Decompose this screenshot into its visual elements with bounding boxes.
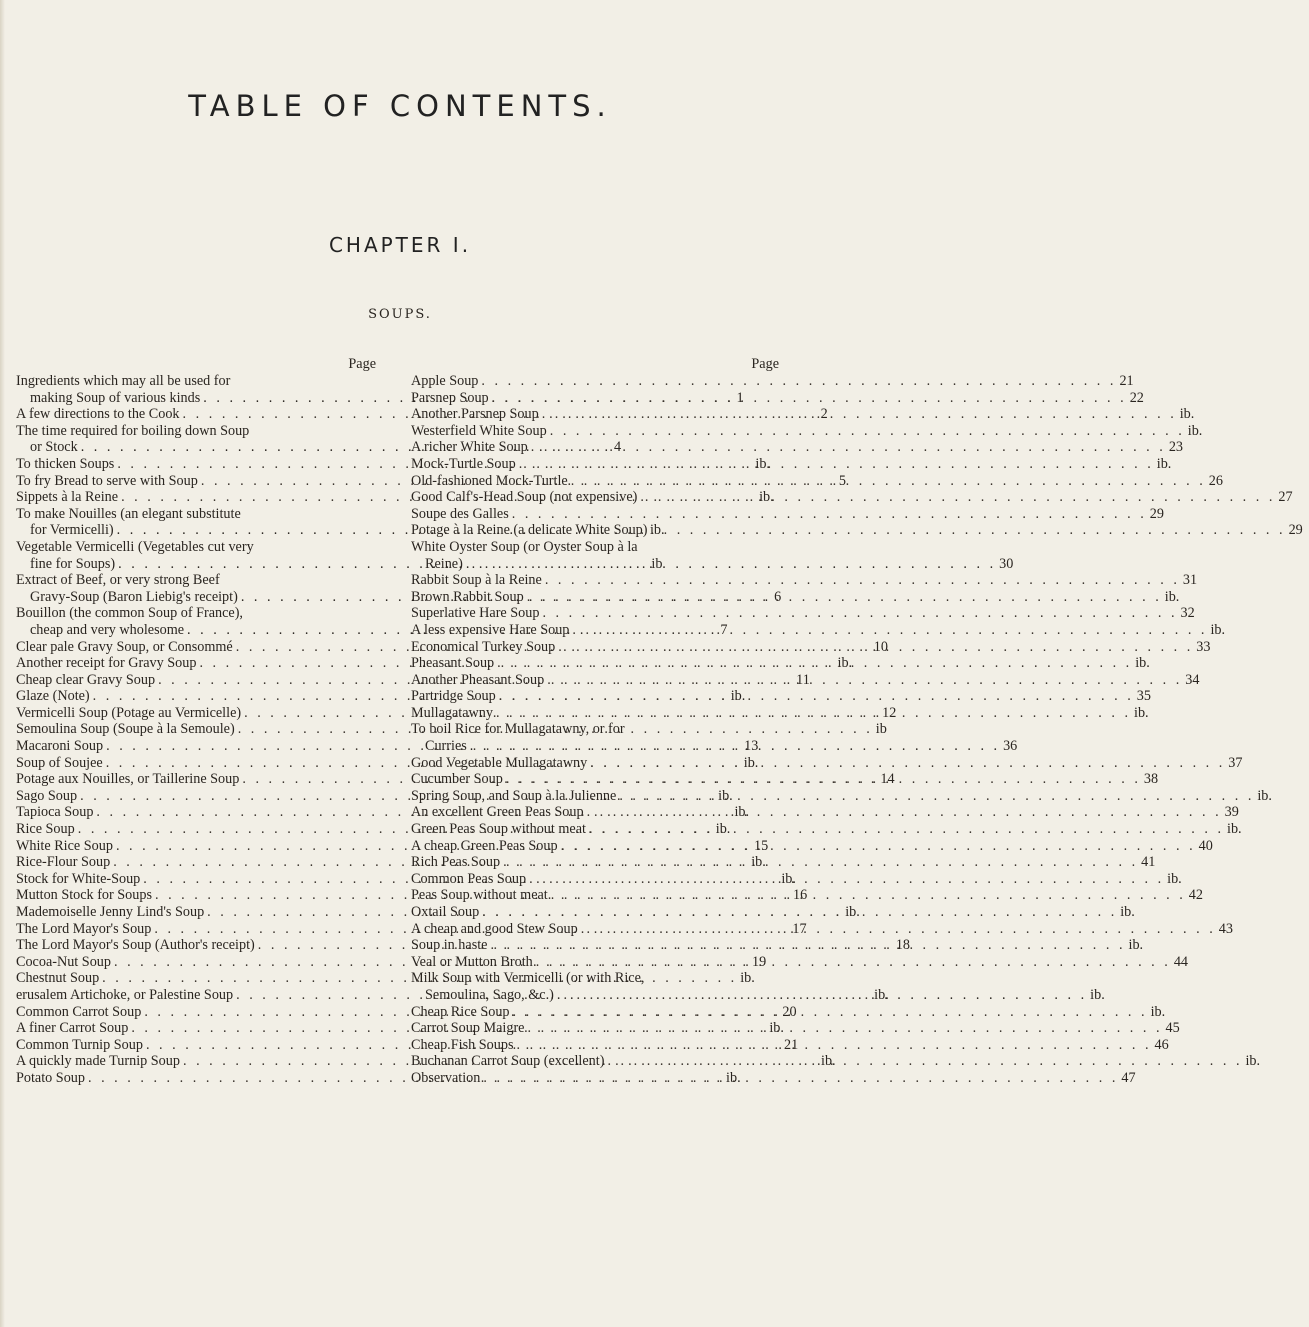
entry-title: To make Nouilles (an elegant substitute: [16, 505, 241, 522]
toc-entry[interactable]: [411, 621, 1226, 639]
entry-page: ib.: [1227, 821, 1242, 838]
entry-title: Cocoa-Nut Soup: [16, 953, 111, 970]
entry-title-continued: Semoulina, Sago, &c.): [425, 986, 554, 1003]
entry-page: ib.: [769, 1020, 784, 1037]
entry-title: Parsnep Soup: [411, 389, 489, 406]
entry-title: The time required for boiling down Soup: [16, 422, 250, 439]
toc-entry[interactable]: [411, 1020, 1180, 1037]
entry-page: ib.: [1135, 655, 1150, 672]
entry-page: ib.: [845, 904, 860, 920]
entry-page: 15: [753, 837, 769, 854]
entry-title: Veal or Mutton Broth: [411, 953, 533, 970]
toc-entry[interactable]: [411, 588, 1180, 606]
entry-page: ib.: [726, 1069, 741, 1086]
entry-title: Mullagatawny: [411, 704, 493, 721]
dot-leader: [539, 605, 1177, 622]
entry-page: ib: [651, 555, 663, 572]
toc-entry[interactable]: [411, 538, 1014, 572]
entry-title: A cheap Green Peas Soup: [411, 837, 558, 854]
toc-entry[interactable]: [411, 522, 1303, 539]
entry-page: 10: [873, 638, 888, 655]
dot-leader: [509, 506, 1147, 523]
entry-title: Good Vegetable Mullagatawny: [411, 754, 588, 771]
dot-leader: [586, 821, 1224, 838]
entry-page: 6: [774, 588, 782, 605]
dot-leader: [554, 987, 1087, 1004]
entry-page: 26: [1208, 472, 1223, 489]
entry-page: 39: [1224, 804, 1239, 821]
dot-leader: [558, 838, 1196, 855]
dot-leader: [513, 1037, 1151, 1054]
entry-page: 27: [1278, 489, 1293, 506]
entry-title: Semoulina Soup (Soupe à la Semoule): [16, 721, 235, 738]
entry-title: An excellent Green Peas Soup: [411, 804, 584, 821]
entry-page: 36: [1003, 738, 1018, 755]
entry-title: Cheap Fish Soups: [411, 1036, 514, 1053]
dot-leader: [584, 804, 1222, 821]
dot-leader: [500, 854, 1138, 871]
entry-page: ib.: [718, 787, 733, 804]
entry-title: Potage aux Nouilles, or Taillerine Soup: [16, 771, 240, 788]
entry-page: 40: [1198, 837, 1213, 854]
entry-page: ib.: [755, 455, 770, 472]
entry-title: Old-fashioned Mock-Turtle: [411, 472, 568, 489]
entry-page: ib.: [759, 489, 774, 506]
entry-title: Buchanan Carrot Soup (excellent): [411, 1053, 605, 1070]
dot-leader: [524, 589, 1162, 606]
entry-title: Mademoiselle Jenny Lind's Soup: [16, 904, 205, 920]
entry-page: 7: [720, 621, 728, 638]
toc-entry[interactable]: [411, 904, 1135, 921]
entry-page: 33: [1196, 638, 1211, 655]
entry-title: Partridge Soup: [411, 688, 496, 705]
entry-title: Sago Soup: [16, 787, 78, 804]
toc-entry[interactable]: [411, 605, 1195, 622]
entry-title: Mock-Turtle Soup: [411, 455, 516, 472]
entry-title: Mutton Stock for Soups: [16, 887, 152, 904]
dot-leader: [637, 489, 1275, 506]
entry-title: Cheap Rice Soup: [411, 1003, 510, 1020]
entry-title: A finer Carrot Soup: [16, 1020, 129, 1037]
entry-page: 19: [752, 953, 767, 970]
entry-page: ib.: [1090, 986, 1105, 1003]
dot-leader: [604, 1053, 1242, 1070]
entry-page: ib.: [821, 1053, 836, 1070]
entry-page: 32: [1180, 605, 1195, 622]
dot-leader: [578, 921, 1216, 938]
toc-entry[interactable]: [411, 804, 1239, 821]
entry-title-continued: for Vermicelli): [30, 522, 114, 539]
entry-title: Common Peas Soup: [411, 870, 527, 887]
entry-page: ib.: [1187, 422, 1203, 439]
entry-page: 44: [1173, 953, 1188, 970]
entry-title: Spring Soup, and Soup à la Julienne: [411, 787, 617, 804]
dot-leader: [479, 904, 1117, 921]
page-title: TABLE OF CONTENTS.: [188, 89, 612, 124]
entry-title: Pheasant Soup: [411, 655, 495, 672]
entry-page: 35: [1136, 688, 1151, 705]
entry-page: ib.: [874, 986, 889, 1003]
entry-page: ib.: [1179, 406, 1195, 423]
toc-entry[interactable]: [411, 854, 1156, 871]
toc-entry[interactable]: [411, 837, 1213, 855]
entry-page: 11: [796, 671, 810, 688]
entry-title: Vermicelli Soup (Potage au Vermicelle): [16, 704, 242, 721]
page-column-label: Page: [348, 356, 376, 372]
entry-title: Observation: [411, 1069, 481, 1086]
entry-page: ib.: [1120, 904, 1135, 920]
dot-leader: [494, 655, 1132, 672]
entry-title-continued: making Soup of various kinds: [30, 389, 201, 406]
dot-leader: [493, 705, 1131, 722]
toc-entry[interactable]: [411, 472, 1223, 490]
entry-title: Common Turnip Soup: [16, 1036, 143, 1053]
entry-page: 30: [999, 555, 1014, 572]
dot-leader: [648, 522, 1286, 539]
dot-leader: [547, 423, 1185, 440]
toc-entry[interactable]: [411, 406, 1195, 423]
entry-page: 47: [1121, 1069, 1136, 1086]
entry-title: A cheap and good Stew Soup: [411, 920, 578, 937]
toc-entry[interactable]: [411, 754, 1243, 772]
entry-title: Rich Peas Soup: [411, 854, 501, 871]
entry-title: Cucumber Soup: [411, 771, 503, 788]
entry-title: A less expensive Hare Soup: [411, 621, 570, 638]
dot-leader: [467, 738, 1000, 755]
toc-entry[interactable]: [411, 455, 1172, 473]
entry-title-continued: Curries: [425, 738, 467, 755]
entry-title: Ingredients which may all be used for: [16, 373, 231, 389]
toc-entry[interactable]: [411, 439, 1183, 456]
entry-page: 17: [792, 920, 807, 937]
dot-leader: [526, 871, 1164, 888]
entry-page: ib.: [781, 870, 796, 887]
dot-leader: [542, 572, 1180, 589]
entry-title: Superlative Hare Soup: [411, 605, 540, 622]
page-column-label: Page: [751, 356, 779, 372]
entry-title: Apple Soup: [411, 373, 479, 389]
toc-entry[interactable]: [411, 821, 1242, 838]
entry-page: ib.: [740, 970, 755, 987]
entry-title: White Oyster Soup (or Oyster Soup à la: [411, 538, 638, 555]
entry-title: Westerfield White Soup: [411, 422, 547, 439]
entry-title: Chestnut Soup: [16, 970, 100, 987]
entry-page: 14: [880, 771, 895, 788]
entry-page: 16: [793, 887, 808, 904]
entry-title: Soup in haste: [411, 937, 488, 954]
dot-leader: [544, 672, 1182, 689]
entry-title: Clear pale Gravy Soup, or Consommé: [16, 638, 233, 655]
dot-leader: [487, 937, 1125, 954]
entry-page: ib.: [1167, 870, 1182, 887]
entry-page: 45: [1165, 1020, 1180, 1037]
entry-page: 1: [736, 389, 744, 406]
dot-leader: [555, 639, 1193, 656]
entry-title: To boil Rice for Mullagatawny, or for: [411, 721, 625, 738]
entry-title: Oxtail Soup: [411, 904, 480, 920]
entry-title: Soupe des Galles: [411, 505, 509, 522]
entry-page: 29: [1149, 505, 1164, 522]
entry-title: Brown Rabbit Soup: [411, 588, 524, 605]
dot-leader: [539, 406, 1177, 423]
dot-leader: [524, 1020, 1162, 1037]
dot-leader: [510, 1004, 1148, 1021]
dot-leader: [548, 887, 1186, 904]
entry-page: 41: [1141, 854, 1156, 871]
entry-title: Soup of Soujee: [16, 754, 103, 771]
entry-title: Sippets à la Reine: [16, 489, 119, 506]
dot-leader: [616, 788, 1254, 805]
entry-page: 13: [744, 738, 759, 755]
toc-entry[interactable]: [411, 970, 1105, 1003]
dot-leader: [569, 622, 1207, 639]
entry-page: ib.: [743, 754, 759, 771]
entry-title: A few directions to the Cook: [16, 406, 180, 423]
entry-page: ib.: [1150, 1003, 1166, 1020]
entry-title: Vegetable Vermicelli (Vegetables cut very: [16, 538, 254, 555]
entry-page: ib.: [1134, 704, 1149, 721]
entry-page: ib.: [715, 821, 731, 838]
entry-title: Another Parsnep Soup: [411, 406, 539, 423]
dot-leader: [516, 456, 1154, 473]
entry-title: Good Calf's-Head Soup (not expensive): [411, 489, 638, 506]
entry-page: 5: [838, 472, 846, 489]
entry-page: ib.: [1128, 937, 1144, 954]
toc-entry[interactable]: [411, 389, 1144, 407]
toc-entry[interactable]: [411, 655, 1150, 672]
entry-page: 23: [1168, 439, 1183, 456]
entry-title: Economical Turkey Soup: [411, 638, 556, 655]
dot-leader: [478, 373, 1116, 390]
entry-title: A richer White Soup: [411, 439, 528, 456]
entry-page: ib.: [734, 804, 750, 821]
entry-title: Peas Soup without meat: [411, 887, 548, 904]
entry-page: 34: [1185, 671, 1200, 688]
entry-page: ib: [875, 721, 887, 738]
dot-leader: [503, 771, 1141, 788]
entry-page: ib.: [1257, 787, 1272, 804]
entry-page: 43: [1218, 920, 1233, 937]
entry-page: ib.: [837, 655, 853, 672]
entry-title: Rabbit Soup à la Reine: [411, 572, 542, 589]
dot-leader: [463, 556, 996, 573]
entry-title: Potage à la Reine (a delicate White Soup): [411, 522, 648, 539]
toc-entry[interactable]: [411, 1053, 1261, 1070]
toc-entry[interactable]: [411, 489, 1293, 506]
entry-page: 4: [613, 439, 622, 456]
entry-page: ib.: [1156, 455, 1172, 472]
entry-page: 18: [895, 937, 910, 954]
entry-title: To thicken Soups: [16, 455, 115, 472]
entry-page: ib.: [1210, 621, 1226, 638]
entry-page: 21: [784, 1036, 799, 1053]
entry-page: 21: [1119, 373, 1134, 389]
dot-leader: [533, 954, 1171, 971]
entry-page: ib.: [1245, 1053, 1261, 1070]
toc-entry[interactable]: [411, 422, 1203, 440]
entry-title-continued: Gravy-Soup (Baron Liebig's receipt): [30, 588, 238, 605]
entry-title-continued: Reine): [425, 555, 463, 572]
entry-title: Carrot Soup Maigre: [411, 1020, 525, 1037]
entry-page: 22: [1129, 389, 1144, 406]
entry-page: 46: [1154, 1036, 1169, 1053]
toc-entry[interactable]: [411, 1069, 1136, 1087]
section-heading: SOUPS.: [368, 307, 432, 322]
toc-entry[interactable]: [411, 688, 1151, 705]
toc-entry[interactable]: [411, 787, 1272, 805]
entry-title-continued: fine for Soups): [30, 555, 116, 572]
entry-title: White Rice Soup: [16, 837, 113, 854]
entry-page: ib.: [751, 854, 766, 871]
entry-title: Stock for White-Soup: [16, 870, 141, 887]
dot-leader: [489, 390, 1127, 407]
dot-leader: [528, 439, 1166, 456]
toc-entry[interactable]: [411, 505, 1164, 523]
entry-title: Potato Soup: [16, 1069, 85, 1086]
toc-entry[interactable]: [411, 572, 1198, 589]
toc-entry[interactable]: [411, 870, 1182, 888]
dot-leader: [480, 1070, 1118, 1087]
entry-title: Green Peas Soup without meat: [411, 821, 586, 838]
entry-title: Rice Soup: [16, 821, 75, 838]
page-edge: [0, 0, 5, 1327]
entry-page: ib.: [1164, 588, 1180, 605]
entry-title: Macaroni Soup: [16, 738, 104, 755]
entry-title: Tapioca Soup: [16, 804, 94, 821]
entry-page: 37: [1228, 754, 1243, 771]
entry-title: Another receipt for Gravy Soup: [16, 655, 197, 672]
entry-title: The Lord Mayor's Soup (Author's receipt): [16, 937, 255, 954]
entry-title: Extract of Beef, or very strong Beef: [16, 572, 220, 589]
dot-leader: [587, 755, 1225, 772]
entry-page: 31: [1182, 572, 1198, 589]
entry-title: Common Carrot Soup: [16, 1003, 142, 1020]
toc-entry[interactable]: [411, 373, 1134, 390]
entry-title: A quickly made Turnip Soup: [16, 1053, 180, 1070]
entry-page: ib.: [649, 522, 665, 539]
entry-page: 2: [820, 406, 828, 423]
entry-page: 20: [782, 1003, 797, 1020]
entry-page: ib.: [730, 688, 746, 705]
toc-entry[interactable]: [411, 953, 1188, 971]
entry-page: 29: [1288, 522, 1303, 539]
dot-leader: [496, 688, 1134, 705]
entry-title: Cheap clear Gravy Soup: [16, 671, 156, 688]
entry-page: 12: [882, 704, 897, 721]
entry-title: erusalem Artichoke, or Palestine Soup: [16, 986, 234, 1003]
entry-page: 42: [1188, 887, 1203, 904]
entry-title: To fry Bread to serve with Soup: [16, 472, 198, 489]
entry-title-continued: cheap and very wholesome: [30, 621, 185, 638]
chapter-heading: CHAPTER I.: [328, 233, 472, 257]
entry-title: Rice-Flour Soup: [16, 854, 111, 871]
entry-title: Another Pheasant Soup: [411, 671, 545, 688]
entry-title: Glaze (Note): [16, 688, 90, 705]
dot-leader: [568, 473, 1206, 490]
entry-title: The Lord Mayor's Soup: [16, 920, 152, 937]
entry-title: Milk Soup with Vermicelli (or with Rice,: [411, 970, 645, 987]
entry-page: 38: [1143, 771, 1159, 788]
entry-title-continued: or Stock: [30, 439, 78, 456]
entry-title: Bouillon (the common Soup of France),: [16, 605, 243, 622]
